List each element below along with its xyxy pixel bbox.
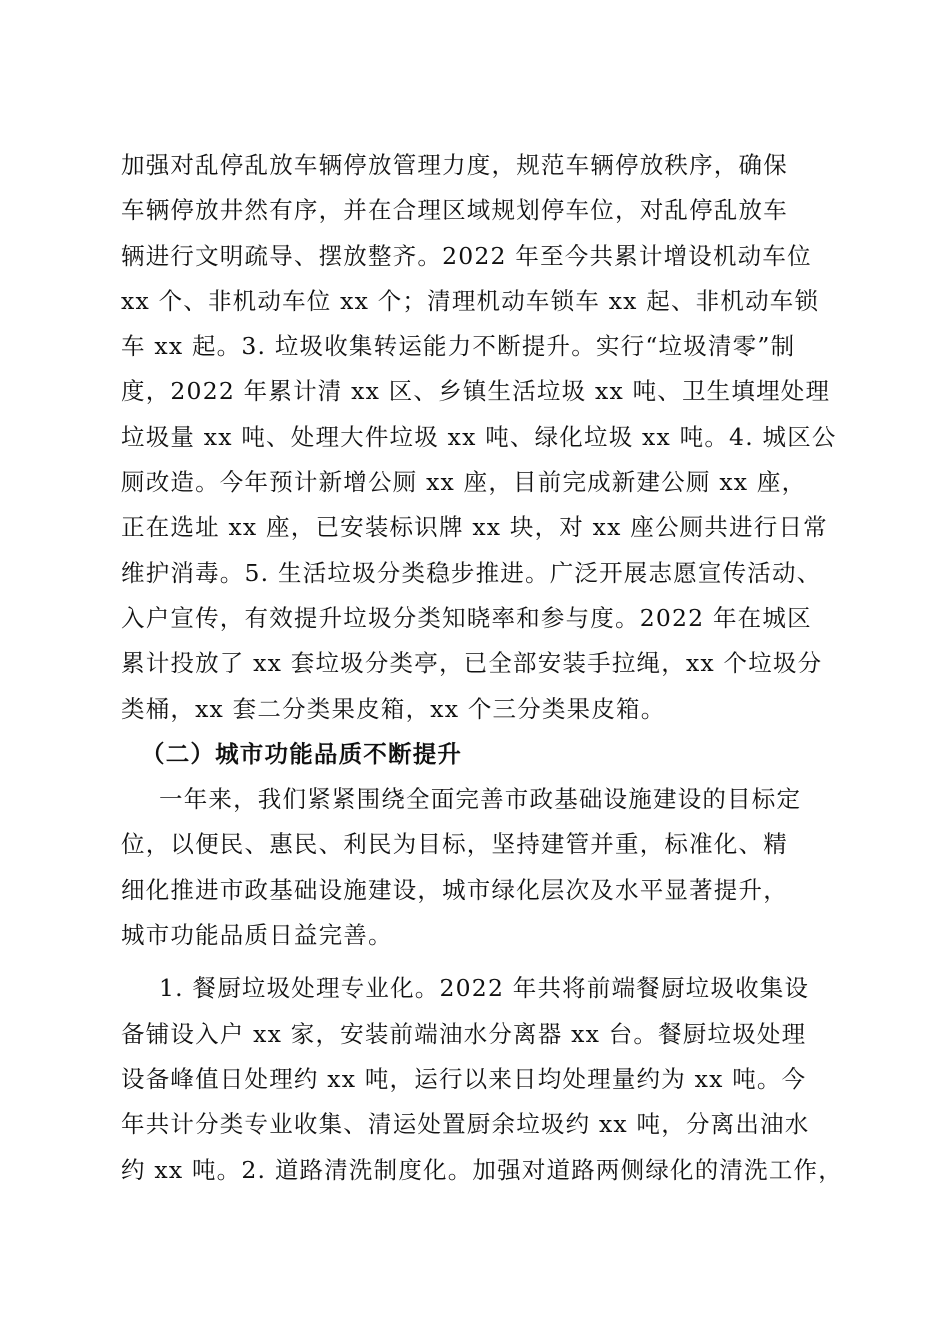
section-heading: （二）城市功能品质不断提升 xyxy=(141,739,463,768)
text-line: 设备峰值日处理约 xx 吨，运行以来日均处理量约为 xx 吨。今 xyxy=(121,1064,807,1093)
text-line: 辆进行文明疏导、摆放整齐。2022 年至今共累计增设机动车位 xyxy=(121,241,812,270)
text-line: 城市功能品质日益完善。 xyxy=(121,921,393,950)
text-line: xx 个、非机动车位 xx 个；清理机动车锁车 xx 起、非机动车锁 xyxy=(121,286,820,315)
document-body xyxy=(121,143,843,1193)
text-line: 入户宣传，有效提升垃圾分类知晓率和参与度。2022 年在城区 xyxy=(121,603,812,632)
paragraph-kitchen-waste xyxy=(121,966,843,1192)
text-line: 车 xx 起。3. 垃圾收集转运能力不断提升。实行“垃圾清零”制 xyxy=(121,332,796,361)
paragraph-city-management xyxy=(121,143,837,732)
text-line: 累计投放了 xx 套垃圾分类亭，已全部安装手拉绳，xx 个垃圾分 xyxy=(121,649,823,678)
text-line: 备铺设入户 xx 家，安装前端油水分离器 xx 台。餐厨垃圾处理 xyxy=(121,1019,807,1048)
text-line: 度，2022 年累计清 xx 区、乡镇生活垃圾 xx 吨、卫生填埋处理 xyxy=(121,377,831,406)
paragraph-gap xyxy=(121,958,833,966)
text-line: 一年来，我们紧紧围绕全面完善市政基础设施建设的目标定 xyxy=(159,785,802,814)
text-line: 加强对乱停乱放车辆停放管理力度，规范车辆停放秩序，确保 xyxy=(121,151,788,179)
text-line: 位，以便民、惠民、利民为目标，坚持建管并重，标准化、精 xyxy=(121,830,788,859)
text-line: 车辆停放井然有序，并在合理区域规划停车位，对乱停乱放车 xyxy=(121,196,788,225)
paragraph-city-function xyxy=(121,777,833,958)
text-line: 维护消毒。5. 生活垃圾分类稳步推进。广泛开展志愿宣传活动、 xyxy=(121,558,822,587)
text-line: 正在选址 xx 座，已安装标识牌 xx 块，对 xx 座公厕共进行日常 xyxy=(121,513,828,542)
text-line: 1. 餐厨垃圾处理专业化。2022 年共将前端餐厨垃圾收集设 xyxy=(159,974,810,1003)
text-line: 类桶，xx 套二分类果皮箱，xx 个三分类果皮箱。 xyxy=(121,694,666,723)
text-line: 垃圾量 xx 吨、处理大件垃圾 xx 吨、绿化垃圾 xx 吨。4. 城区公 xyxy=(121,422,837,451)
text-line: 细化推进市政基础设施建设，城市绿化层次及水平显著提升， xyxy=(121,875,788,904)
text-line: 年共计分类专业收集、清运处置厨余垃圾约 xx 吨，分离出油水 xyxy=(121,1110,810,1139)
text-line: 约 xx 吨。2. 道路清洗制度化。加强对道路两侧绿化的清洗工作， xyxy=(121,1155,843,1184)
text-line: 厕改造。今年预计新增公厕 xx 座，目前完成新建公厕 xx 座， xyxy=(121,468,807,497)
